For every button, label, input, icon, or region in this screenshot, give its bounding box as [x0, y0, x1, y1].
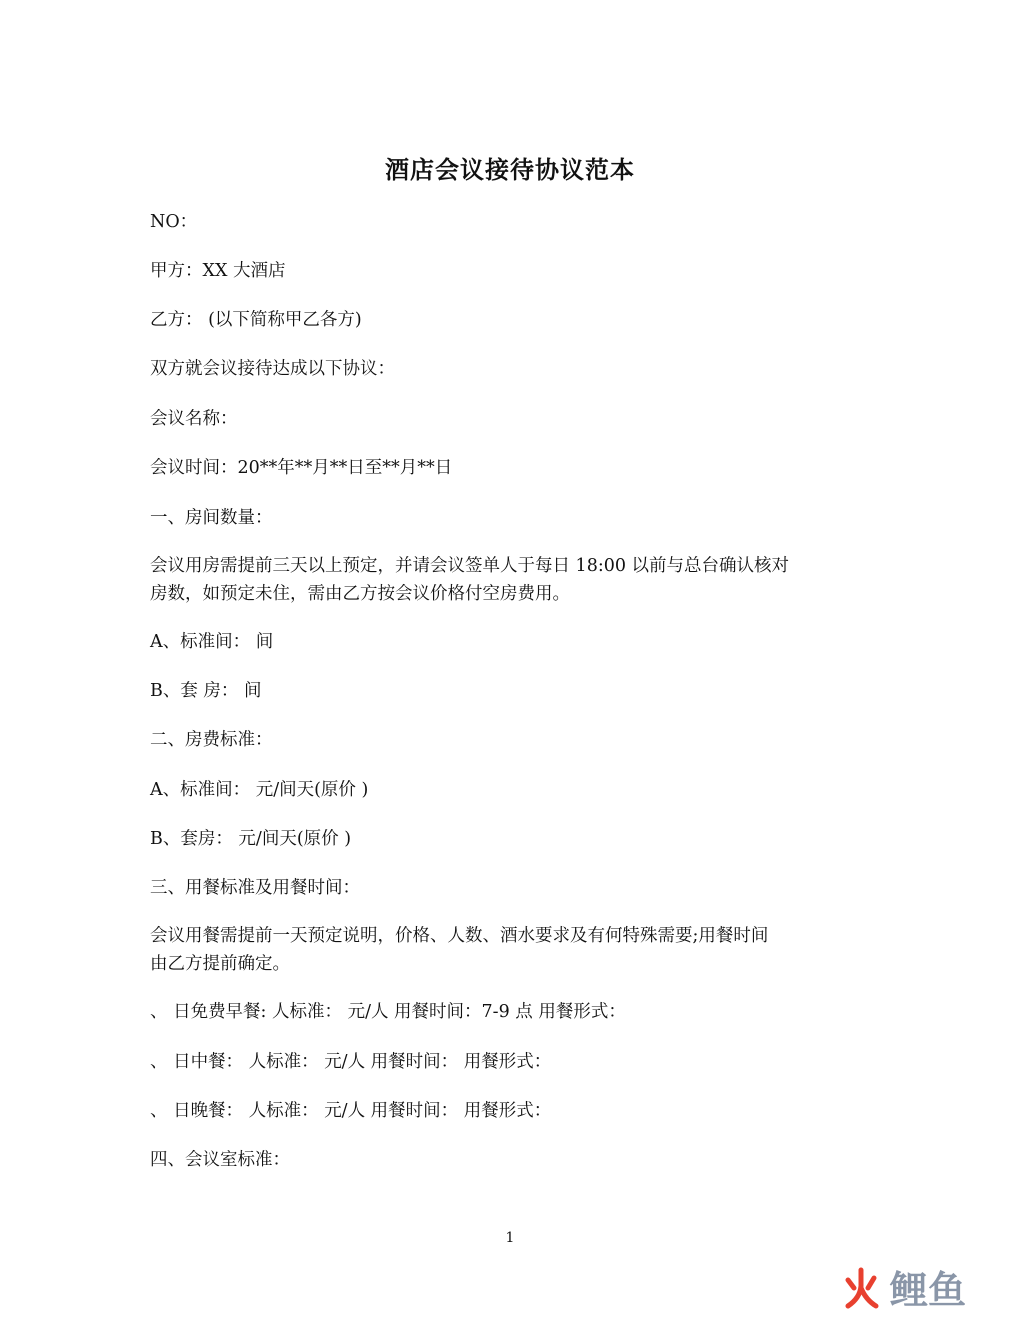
paragraph-standard-room-count: A、标准间： 间	[150, 632, 274, 652]
page-number: 1	[505, 1230, 515, 1246]
paragraph-agreement-intro: 双方就会议接待达成以下协议：	[150, 359, 395, 379]
heading-room-rate: 二、房费标准：	[150, 730, 273, 750]
paragraph-breakfast: 、 日免费早餐: 人标准： 元/人 用餐时间：7-9 点 用餐形式：	[150, 1002, 626, 1022]
paragraph-meeting-name: 会议名称：	[150, 409, 238, 429]
heading-room-count: 一、房间数量：	[150, 508, 273, 528]
fire-icon	[848, 1270, 876, 1306]
paragraph-room-booking: 会议用房需提前三天以上预定，并请会议签单人于每日 18:00 以前与总台确认核对 房数，如预定未住，需由乙方按会议价格付空房费用。	[150, 556, 790, 604]
paragraph-standard-room-rate: A、标准间： 元/间天(原价 )	[150, 780, 369, 800]
paragraph-dinner: 、 日晚餐： 人标准： 元/人 用餐时间： 用餐形式：	[150, 1101, 552, 1121]
paragraph-party-a: 甲方：XX 大酒店	[150, 261, 286, 281]
paragraph-suite-rate: B、套房： 元/间天(原价 )	[150, 829, 352, 849]
paragraph-suite-count: B、套 房： 间	[150, 681, 262, 701]
paragraph-meeting-time: 会议时间：20**年**月**日至**月**日	[150, 458, 453, 478]
heading-meeting-room: 四、会议室标准：	[150, 1150, 290, 1170]
paragraph-party-b: 乙方： (以下简称甲乙各方)	[150, 310, 362, 330]
watermark-logo	[838, 1262, 998, 1312]
paragraph-no: NO：	[150, 212, 198, 232]
paragraph-lunch: 、 日中餐： 人标准： 元/人 用餐时间： 用餐形式：	[150, 1052, 552, 1072]
paragraph-dining-booking: 会议用餐需提前一天预定说明，价格、人数、酒水要求及有何特殊需要;用餐时间 由乙方提前确定。	[150, 926, 769, 974]
watermark-text: 鲤鱼	[890, 1268, 967, 1312]
heading-dining: 三、用餐标准及用餐时间：	[150, 878, 360, 898]
document-title: 酒店会议接待协议范本	[385, 155, 635, 184]
